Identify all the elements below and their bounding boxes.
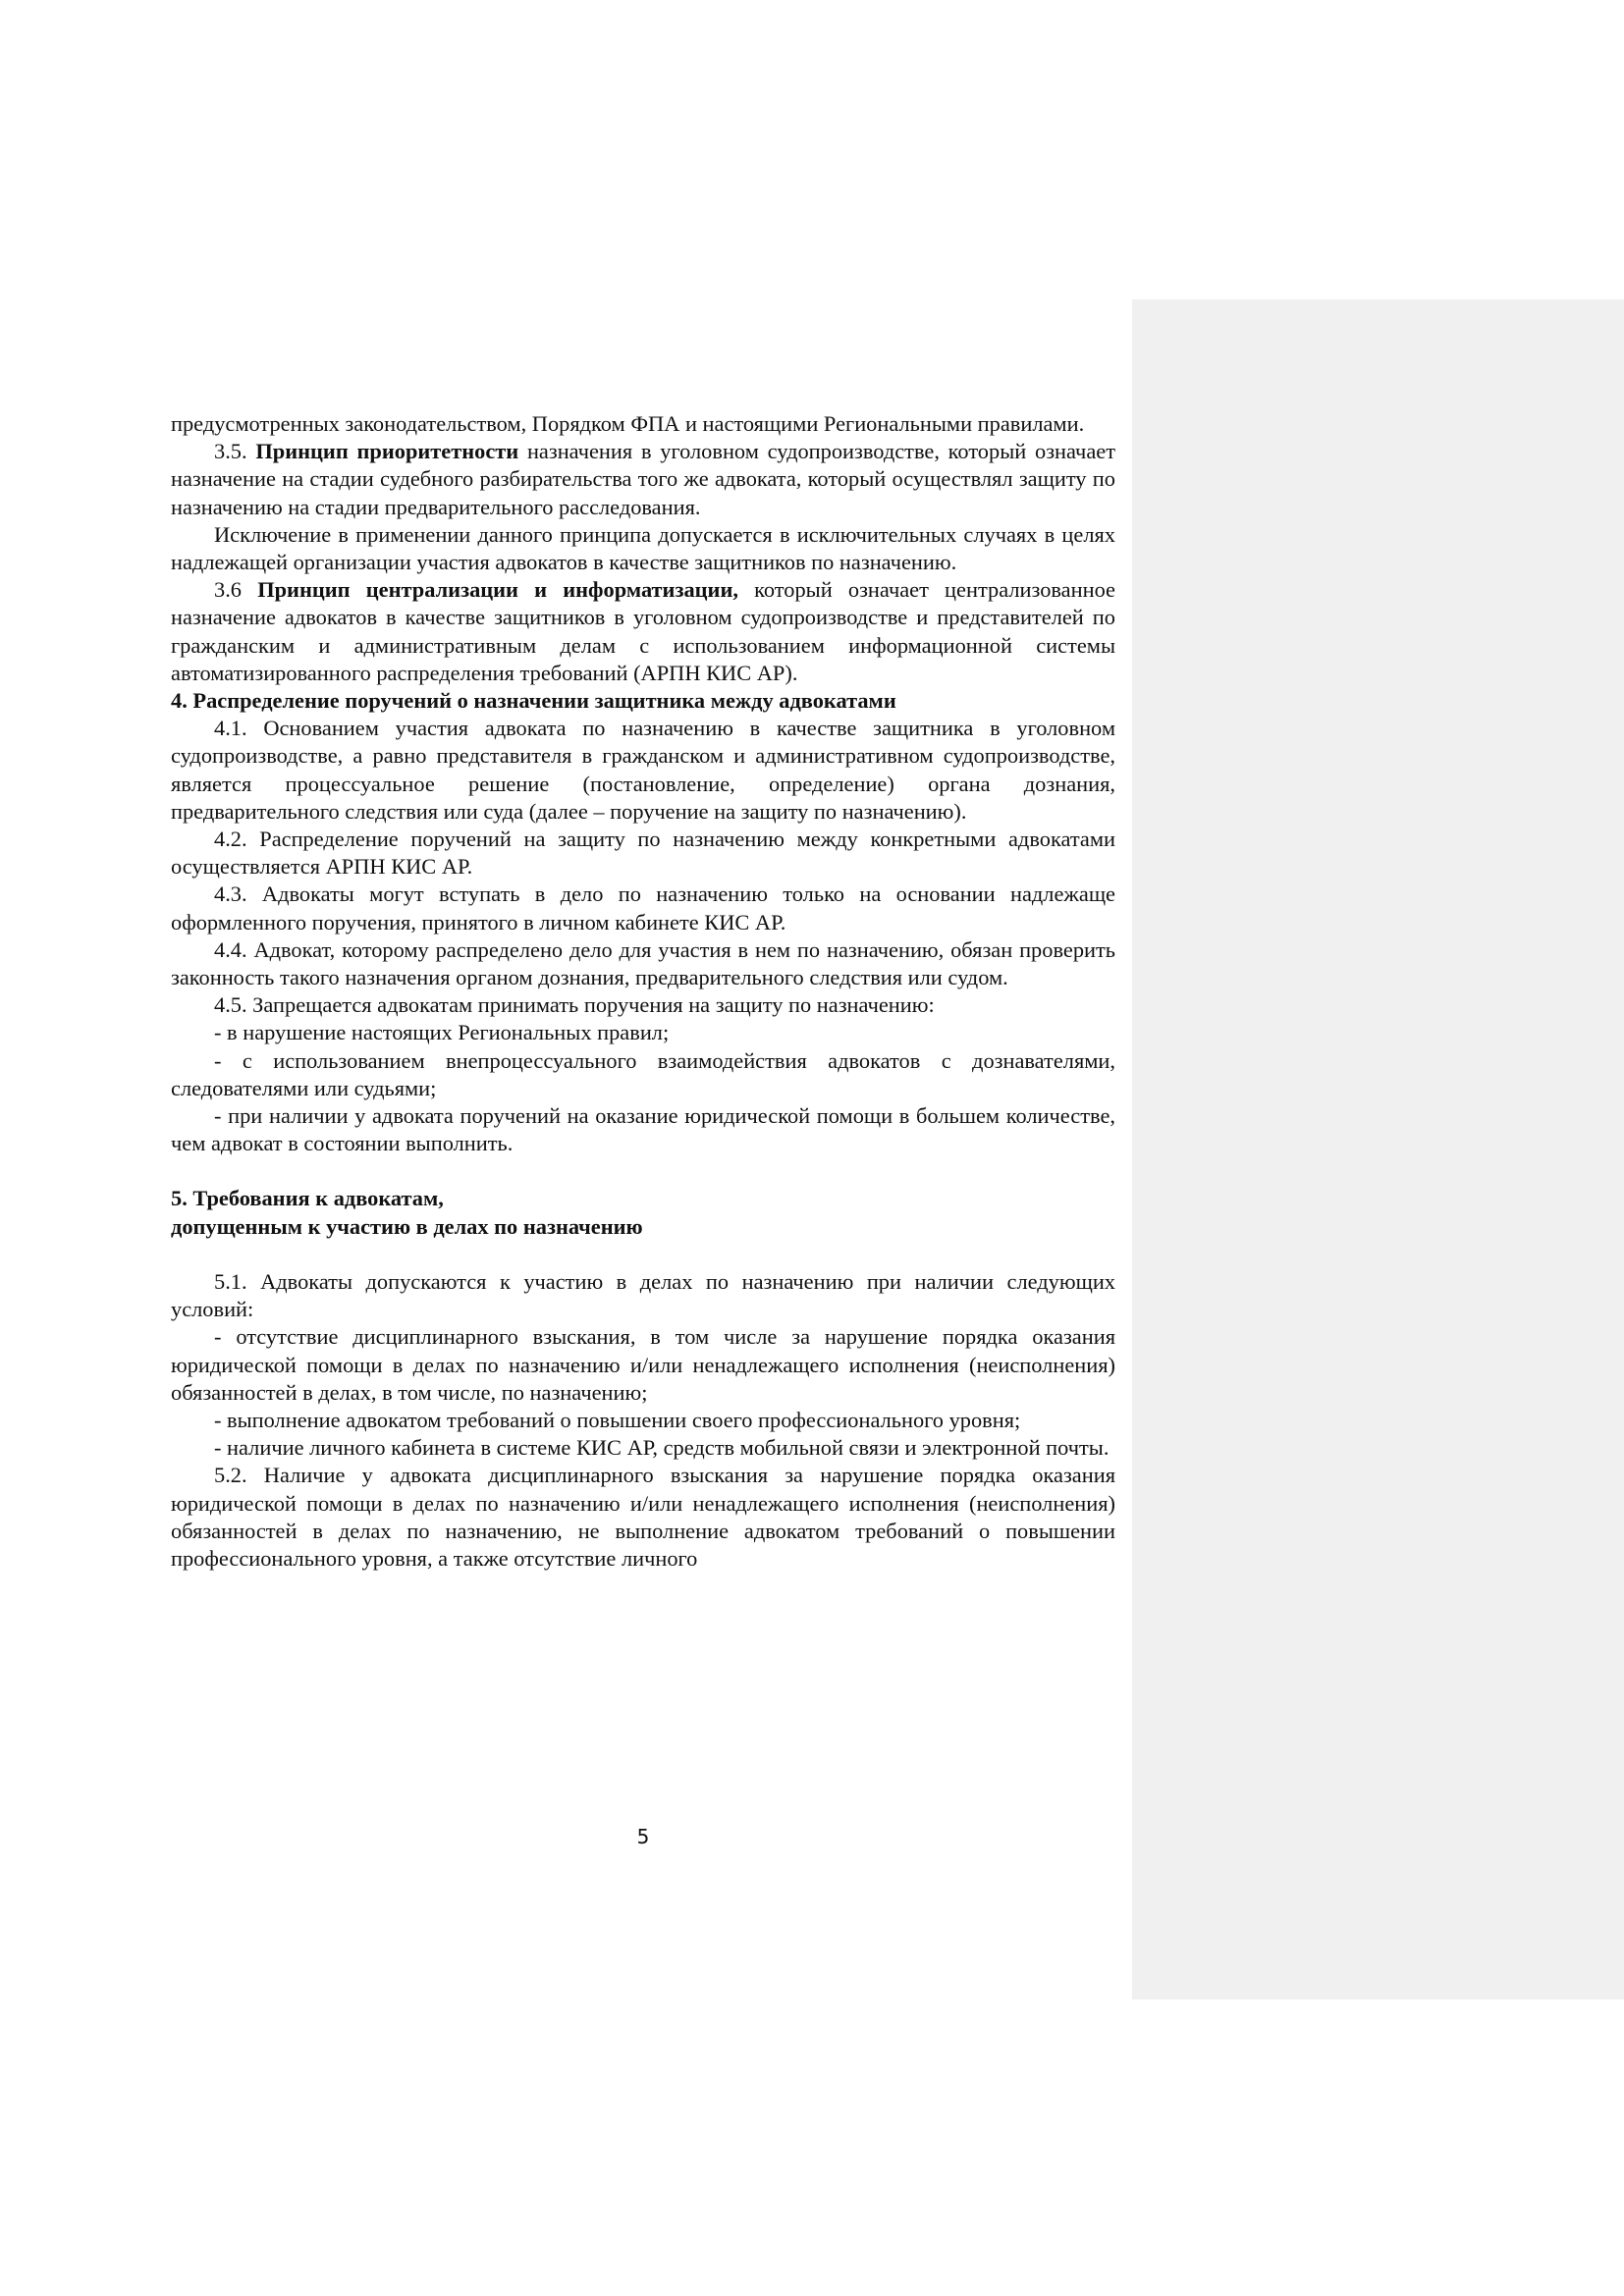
page-number: 5 — [636, 1825, 650, 1848]
list-item: - с использованием внепроцессуального взаимодействия адвокатов с дознавателями, следователями или судьями; — [171, 1047, 1115, 1100]
paragraph-3-6 — [171, 576, 1115, 687]
principle-title: Принцип приоритетности — [255, 439, 519, 464]
list-item: - при наличии у адвоката поручений на оказание юридической помощи в большем количестве, чем адвокат в состоянии выполнить. — [171, 1103, 1115, 1156]
list-item: - в нарушение настоящих Региональных правил; — [214, 1020, 670, 1045]
paragraph-exception: Исключение в применении данного принципа допускается в исключительных случаях в целях надлежащей организации участия адвокатов в качестве защитников по назначению. — [171, 521, 1115, 575]
list-item: - наличие личного кабинета в системе КИС АР, средств мобильной связи и электронной почты. — [214, 1435, 1110, 1461]
paragraph-text: который означает централизованное назначение адвокатов в качестве защитников в уголовном судопроизводстве и представителей по гражданским и административным делам с использованием информационной системы автоматизированного распределения требований (АРПН КИС АР). — [171, 577, 1115, 685]
paragraph-4-5: 4.5. Запрещается адвокатам принимать поручения на защиту по назначению: — [214, 992, 935, 1018]
paragraph-4-1: 4.1. Основанием участия адвоката по назначению в качестве защитника в уголовном судопроизводстве, а равно представителя в гражданском и административном судопроизводстве, является процессуальное решение (постановление, определение) органа дознания, предварительного следствия или суда (далее – поручение на защиту по назначению). — [171, 716, 1115, 824]
paragraph-continuation: предусмотренных законодательством, Порядком ФПА и настоящими Региональными правилами. — [171, 411, 1085, 436]
paragraph-number: 3.5. — [214, 439, 256, 464]
paragraph-text: назначения в уголовном судопроизводстве, который означает назначение на стадии судебного разбирательства того же адвоката, который осуществлял защиту по назначению на стадии предварительного расследования. — [171, 439, 1115, 519]
section-5-title-line: допущенным к участию в делах по назначению — [171, 1213, 643, 1239]
paragraph-4-2: 4.2. Распределение поручений на защиту по назначению между конкретными адвокатами осуществляется АРПН КИС АР. — [171, 827, 1115, 880]
principle-title: Принцип централизации и информатизации, — [257, 577, 738, 603]
document-body — [171, 410, 1115, 1573]
list-item: - выполнение адвокатом требований о повышении своего профессионального уровня; — [214, 1407, 1021, 1432]
section-4-title: 4. Распределение поручений о назначении защитника между адвокатами — [171, 688, 896, 714]
paragraph-number: 3.6 — [214, 577, 258, 603]
paragraph-5-2: 5.2. Наличие у адвоката дисциплинарного взыскания за нарушение порядка оказания юридической помощи в делах по назначению и/или ненадлежащего исполнения (неисполнения) обязанностей в делах по назначению, не выполнение адвокатом требований о повышении профессионального уровня, а также отсутствие личного — [171, 1463, 1115, 1571]
paragraph-5-1: 5.1. Адвокаты допускаются к участию в делах по назначению при наличии следующих условий: — [171, 1268, 1115, 1322]
section-5-title — [171, 1185, 1115, 1240]
paragraph-4-3: 4.3. Адвокаты могут вступать в дело по назначению только на основании надлежаще оформленного поручения, принятого в личном кабинете КИС АР. — [171, 881, 1115, 934]
comment-pane — [1132, 299, 1624, 2000]
section-5-title-line: 5. Требования к адвокатам, — [171, 1186, 444, 1211]
list-item: - отсутствие дисциплинарного взыскания, в том числе за нарушение порядка оказания юридической помощи в делах по назначению и/или ненадлежащего исполнения (неисполнения) обязанностей в делах, в том числе, по назначению; — [171, 1324, 1115, 1405]
paragraph-3-5 — [171, 438, 1115, 521]
paragraph-4-4: 4.4. Адвокат, которому распределено дело для участия в нем по назначению, обязан проверить законность такого назначения органом дознания, предварительного следствия или судом. — [171, 936, 1115, 990]
